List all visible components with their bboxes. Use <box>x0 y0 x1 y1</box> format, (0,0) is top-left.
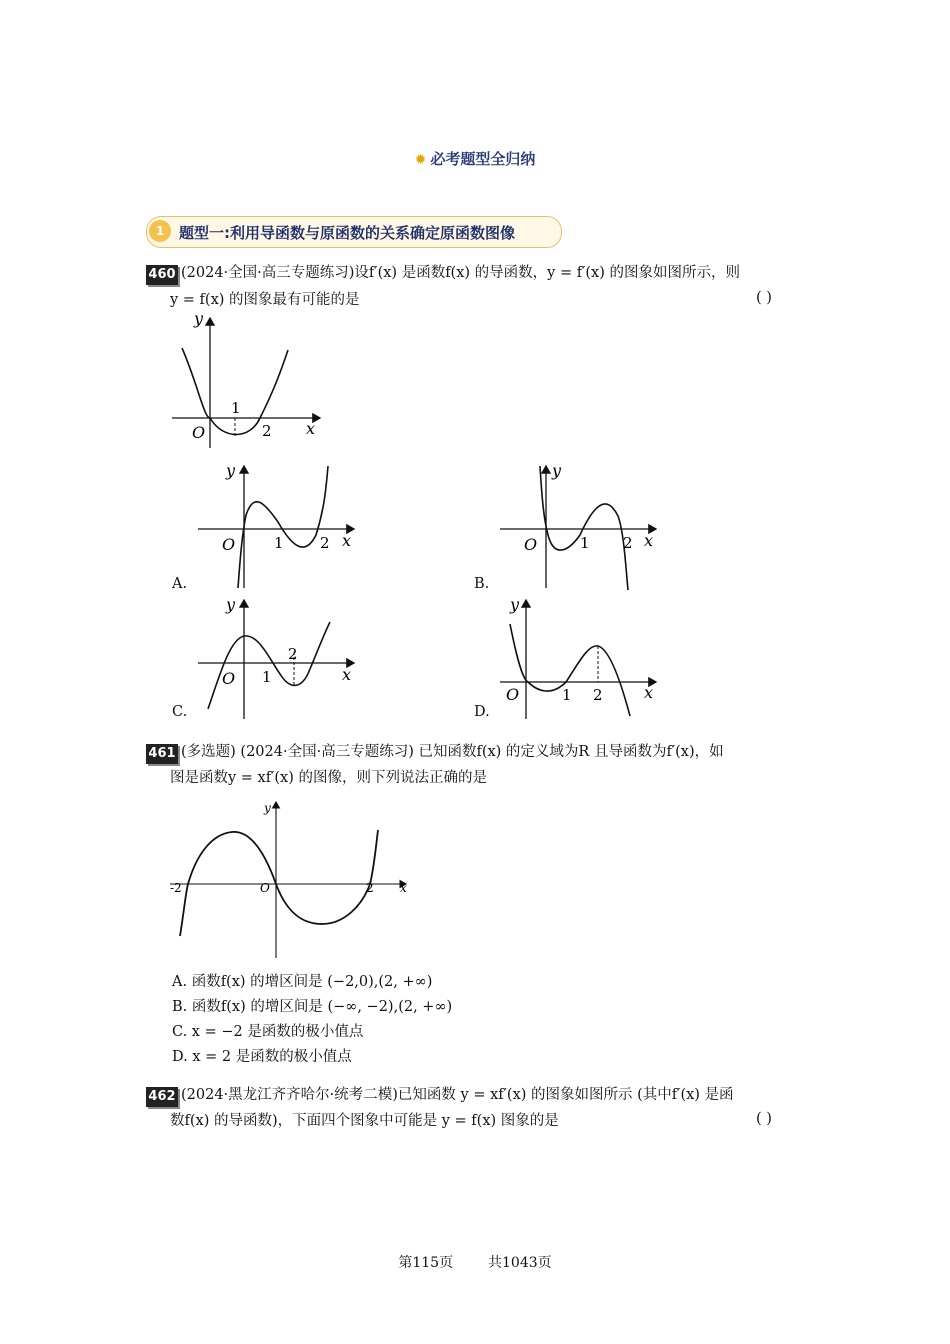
q461-graph <box>166 796 416 962</box>
option-c-label[interactable]: C. <box>172 704 188 720</box>
svg-text:2: 2 <box>623 534 633 552</box>
page-footer <box>0 1252 950 1272</box>
svg-text:2: 2 <box>320 534 330 552</box>
tick-1: 1 <box>231 399 241 417</box>
svg-text:2: 2 <box>288 645 298 663</box>
topic-banner <box>146 216 562 248</box>
q460-option-c-graph <box>194 594 364 722</box>
svg-text:O: O <box>222 535 236 554</box>
topic-number-badge: 1 <box>149 220 171 242</box>
curve <box>182 348 288 435</box>
svg-text:1: 1 <box>274 534 284 552</box>
question-number: 462 <box>146 1087 178 1107</box>
q462-line2: 数f(x) 的导函数)，下面四个图象中可能是 y = f(x) 图象的是 <box>170 1113 559 1129</box>
q461-option-b[interactable]: B. 函数f(x) 的增区间是 (−∞, −2),(2, +∞) <box>172 999 453 1015</box>
y-label: y <box>194 310 204 328</box>
question-460 <box>146 263 178 285</box>
svg-text:1: 1 <box>262 668 272 686</box>
svg-text:x: x <box>400 881 407 895</box>
q460-derivative-graph <box>168 310 328 450</box>
svg-text:y: y <box>552 461 562 480</box>
svg-text:y: y <box>226 595 236 614</box>
svg-text:x: x <box>342 665 352 684</box>
svg-text:-2: -2 <box>170 881 182 895</box>
svg-text:1: 1 <box>562 686 572 704</box>
q460-option-d-graph <box>496 594 666 722</box>
svg-text:x: x <box>644 531 654 550</box>
q461-option-c[interactable]: C. x = −2 是函数的极小值点 <box>172 1024 364 1040</box>
option-b-label[interactable]: B. <box>474 576 490 592</box>
svg-text:O: O <box>222 669 236 688</box>
q460-line1: (2024·全国·高三专题练习)设f′(x) 是函数f(x) 的导函数，y = f′(x) 的图象如图所示，则 <box>181 265 740 281</box>
sun-icon: ✹ <box>414 152 427 168</box>
page-number: 第115页 <box>398 1255 454 1271</box>
svg-text:2: 2 <box>593 686 603 704</box>
section-title: ✹ 必考题型全归纳 <box>414 150 536 168</box>
svg-text:y: y <box>226 461 236 480</box>
svg-text:O: O <box>260 881 270 895</box>
option-d-label[interactable]: D. <box>474 704 490 720</box>
q460-option-b-graph <box>496 460 666 592</box>
topic-title: 题型一:利用导函数与原函数的关系确定原函数图像 <box>179 224 516 242</box>
svg-text:x: x <box>342 531 352 550</box>
option-a-label[interactable]: A. <box>172 576 188 592</box>
q461-line1: (多选题) (2024·全国·高三专题练习) 已知函数f(x) 的定义域为R 且导函数为f′(x)，如 <box>181 744 724 760</box>
origin-label: O <box>192 423 206 442</box>
x-label: x <box>306 419 316 438</box>
answer-paren: ( ) <box>756 290 772 306</box>
svg-text:2: 2 <box>366 881 374 895</box>
q460-line2: y = f(x) 的图象最有可能的是 <box>170 292 360 308</box>
svg-text:O: O <box>524 535 538 554</box>
q461-line2: 图是函数y = xf′(x) 的图像，则下列说法正确的是 <box>170 770 487 786</box>
q462-line1: (2024·黑龙江齐齐哈尔·统考二模)已知函数 y = xf′(x) 的图象如图所示 (其中f′(x) 是函 <box>181 1087 734 1103</box>
q460-option-a-graph <box>194 460 364 590</box>
question-number: 461 <box>146 744 178 764</box>
svg-text:y: y <box>264 801 271 815</box>
q461-option-a[interactable]: A. 函数f(x) 的增区间是 (−2,0),(2, +∞) <box>172 974 433 990</box>
svg-text:y: y <box>510 595 520 614</box>
svg-text:1: 1 <box>580 534 590 552</box>
question-461 <box>146 742 178 764</box>
question-462 <box>146 1085 178 1107</box>
tick-2: 2 <box>262 422 272 440</box>
question-number: 460 <box>146 265 178 285</box>
svg-text:x: x <box>644 683 654 702</box>
svg-text:O: O <box>506 685 520 704</box>
q461-option-d[interactable]: D. x = 2 是函数的极小值点 <box>172 1049 352 1065</box>
page-total: 共1043页 <box>488 1255 552 1271</box>
answer-paren: ( ) <box>756 1111 772 1127</box>
